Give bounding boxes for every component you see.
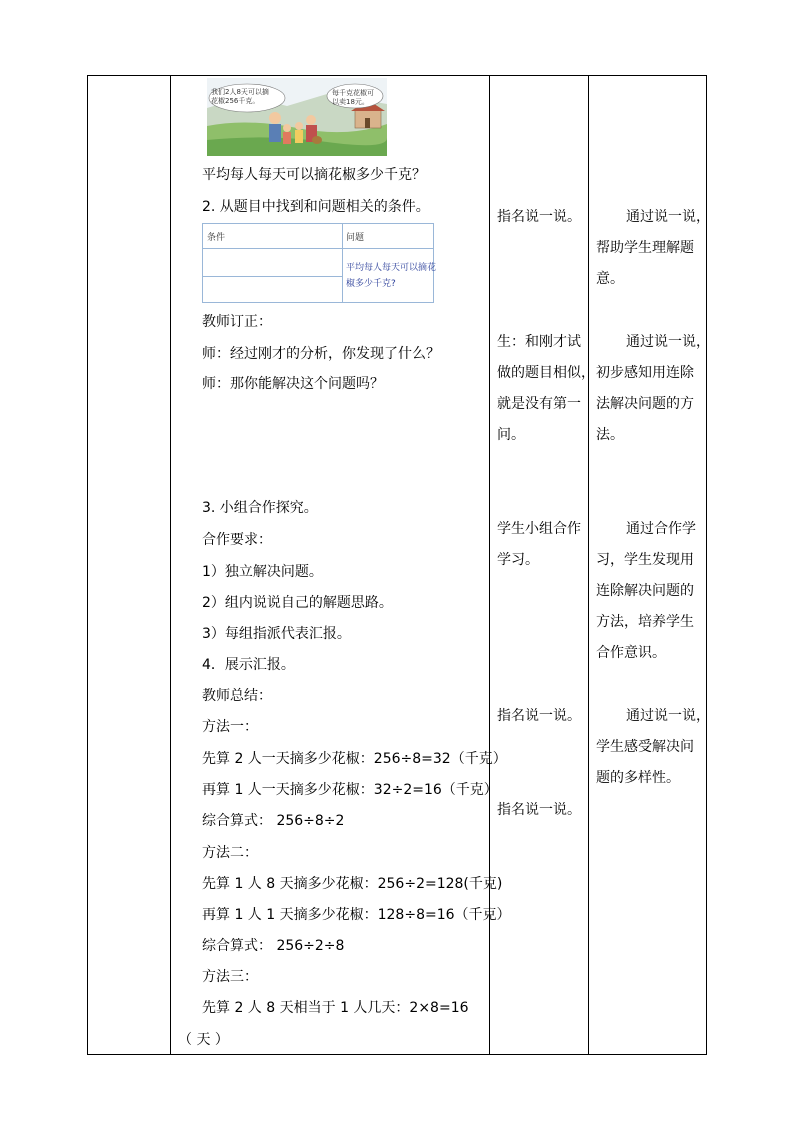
method-2-line-3: 综合算式： 256÷2÷8: [202, 938, 345, 954]
step-4: 4．展示汇报。: [202, 657, 295, 673]
intent-1-l2: 帮助学生理解题: [596, 240, 694, 256]
cq-header-question: 问题: [346, 233, 365, 243]
student-note-1: 指名说一说。: [497, 209, 581, 225]
teacher-question-2: 师：那你能解决这个问题吗？: [202, 376, 384, 392]
method-3-line-1: 先算 2 人 8 天相当于 1 人几天：2×8=16: [202, 1000, 469, 1016]
lesson-table: [87, 75, 710, 1055]
cq-header-condition: 条件: [207, 233, 226, 243]
column-divider: [588, 76, 589, 1054]
cq-row-divider: [203, 276, 342, 277]
intent-4-l3: 题的多样性。: [596, 770, 680, 786]
method-1-line-3: 综合算式： 256÷8÷2: [202, 813, 345, 829]
teacher-question-1: 师：经过刚才的分析，你发现了什么？: [202, 346, 440, 362]
requirement-3: 3）每组指派代表汇报。: [202, 626, 351, 642]
intent-1-l3: 意。: [596, 271, 624, 287]
student-note-5: 指名说一说。: [497, 802, 581, 818]
speech-bubble-right: 每千克花椒可以卖18元。: [332, 89, 374, 106]
intent-4-l1: 通过说一说，: [626, 708, 710, 724]
student-note-3-l1: 学生小组合作: [497, 521, 581, 537]
step-3: 3. 小组合作探究。: [202, 500, 318, 516]
student-note-2-l4: 问。: [497, 427, 525, 443]
condition-question-table: [202, 223, 437, 303]
column-divider: [170, 76, 171, 1054]
intent-4-l2: 学生感受解决问: [596, 739, 694, 755]
intent-2-l3: 法解决问题的方: [596, 396, 694, 412]
intent-2-l4: 法。: [596, 427, 624, 443]
intent-3-l5: 合作意识。: [596, 645, 666, 661]
student-note-2-l2: 做的题目相似，: [497, 365, 595, 381]
student-note-4: 指名说一说。: [497, 708, 581, 724]
step-2: 2. 从题目中找到和问题相关的条件。: [202, 199, 430, 215]
speech-bubble-left: 我们2人8天可以摘花椒256千克。: [211, 88, 269, 105]
method-2-line-2: 再算 1 人 1 天摘多少花椒：128÷8=16（千克）: [202, 907, 511, 923]
intent-3-l2: 习，学生发现用: [596, 552, 694, 568]
method-2-line-1: 先算 1 人 8 天摘多少花椒：256÷2=128(千克): [202, 876, 503, 892]
intent-2-l2: 初步感知用连除: [596, 365, 694, 381]
requirement-2: 2）组内说说自己的解题思路。: [202, 595, 393, 611]
cooperation-requirements: 合作要求：: [202, 532, 272, 548]
method-3-line-2: （ 天 ）: [178, 1032, 229, 1048]
intent-2-l1: 通过说一说，: [626, 334, 710, 350]
teacher-correct: 教师订正：: [202, 314, 272, 330]
method-1-line-1: 先算 2 人一天摘多少花椒：256÷8=32（千克）: [202, 751, 507, 767]
student-note-3-l2: 学习。: [497, 552, 539, 568]
method-1-title: 方法一：: [202, 719, 258, 735]
cq-header-row: [203, 224, 433, 249]
intent-3-l4: 方法，培养学生: [596, 614, 694, 630]
requirement-1: 1）独立解决问题。: [202, 564, 323, 580]
method-3-title: 方法三：: [202, 969, 258, 985]
question-line: 平均每人每天可以摘花椒多少千克？: [202, 167, 426, 183]
method-1-line-2: 再算 1 人一天摘多少花椒：32÷2=16（千克）: [202, 782, 498, 798]
student-note-2-l1: 生：和刚才试: [497, 334, 581, 350]
intent-3-l1: 通过合作学: [626, 521, 696, 537]
cq-divider: [342, 224, 343, 302]
student-note-2-l3: 就是没有第一: [497, 396, 581, 412]
intent-3-l3: 连除解决问题的: [596, 583, 694, 599]
intent-1-l1: 通过说一说，: [626, 209, 710, 225]
method-2-title: 方法二：: [202, 845, 258, 861]
teacher-summary: 教师总结：: [202, 688, 272, 704]
cq-question-text: 平均每人每天可以摘花椒多少千克?: [346, 263, 437, 289]
